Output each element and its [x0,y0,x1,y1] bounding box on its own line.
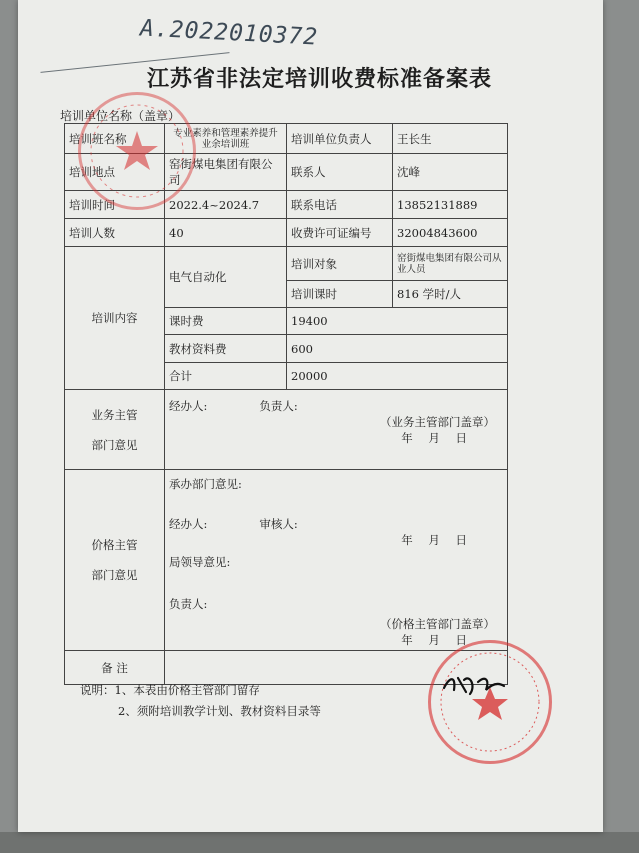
count-value: 40 [165,219,287,247]
background-shadow [0,832,639,853]
note-line-1: 说明：1、本表由价格主管部门留存 [80,683,260,697]
business-handler-label: 经办人: [169,399,208,413]
handwritten-code: A.2022010372 [139,15,319,51]
price-date-1: 年 月 日 [401,533,473,547]
business-opinion-label [65,390,165,470]
business-date: 年 月 日 [401,431,473,445]
permit-label: 收费许可证编号 [287,219,393,247]
price-date-2: 年 月 日 [401,633,473,647]
contact-label: 联系人 [287,154,393,191]
material-value: 600 [287,335,508,363]
seal-star-icon [81,95,193,207]
unit-name-label: 培训单位名称（盖章） [60,109,181,123]
fee-value: 19400 [287,308,508,335]
business-label-line-2: 部门意见 [91,437,138,452]
content-topic: 电气自动化 [165,247,287,308]
content-label: 培训内容 [65,247,165,390]
business-label-line-1: 业务主管 [91,407,138,422]
table-row [65,247,508,281]
count-label: 培训人数 [65,219,165,247]
price-opinion-cell [165,470,508,651]
price-opinion-row [65,470,508,651]
note-line-2: 2、须附培训教学计划、教材资料目录等 [118,704,321,718]
phone-value: 13852131889 [393,191,508,219]
total-value: 20000 [287,363,508,390]
price-seal-note: （价格主管部门盖章） [380,617,495,631]
target-label: 培训对象 [287,247,393,281]
target-value: 窑街煤电集团有限公司从业人员 [393,247,508,281]
seal-star-icon [431,643,549,761]
document-title: 江苏省非法定培训收费标准备案表 [146,66,492,92]
phone-label: 联系电话 [287,191,393,219]
business-seal-note: （业务主管部门盖章） [380,415,495,429]
business-responsible-label: 负责人: [259,399,298,413]
time-label: 培训时间 [65,191,165,219]
price-handler-label: 经办人: [169,517,208,531]
hours-label: 培训课时 [287,281,393,308]
business-opinion-row [65,390,508,470]
material-label: 教材资料费 [165,335,287,363]
price-reviewer-label: 审核人: [259,517,298,531]
dept-opinion-label: 承办部门意见: [169,477,242,491]
principal-label: 培训单位负责人 [287,124,393,154]
price-signature-line [169,516,503,532]
leader-opinion-label: 局领导意见: [169,555,231,569]
location-value: 窑街煤电集团有限公司 [165,154,287,191]
business-opinion-cell [165,390,508,470]
class-name-label: 培训班名称 [65,124,165,154]
contact-value: 沈峰 [393,154,508,191]
business-signature-line [169,398,503,414]
red-seal-stamp [78,92,196,210]
class-name-value: 专业素养和管理素养提升业余培训班 [165,124,287,154]
price-label-line-1: 价格主管 [91,538,138,552]
training-center-seal [428,640,552,764]
remarks-label: 备 注 [65,651,165,685]
location-label: 培训地点 [65,154,165,191]
time-value: 2022.4~2024.7 [165,191,287,219]
fee-label: 课时费 [165,308,287,335]
principal-value: 王长生 [393,124,508,154]
total-label: 合计 [165,363,287,390]
notes [80,680,321,722]
permit-value: 32004843600 [393,219,508,247]
table-row [65,219,508,247]
hours-value: 816 学时/人 [393,281,508,308]
price-label-line-2: 部门意见 [91,568,138,582]
price-responsible-label: 负责人: [169,597,208,611]
price-opinion-label [65,470,165,651]
handwritten-signature [440,668,510,702]
